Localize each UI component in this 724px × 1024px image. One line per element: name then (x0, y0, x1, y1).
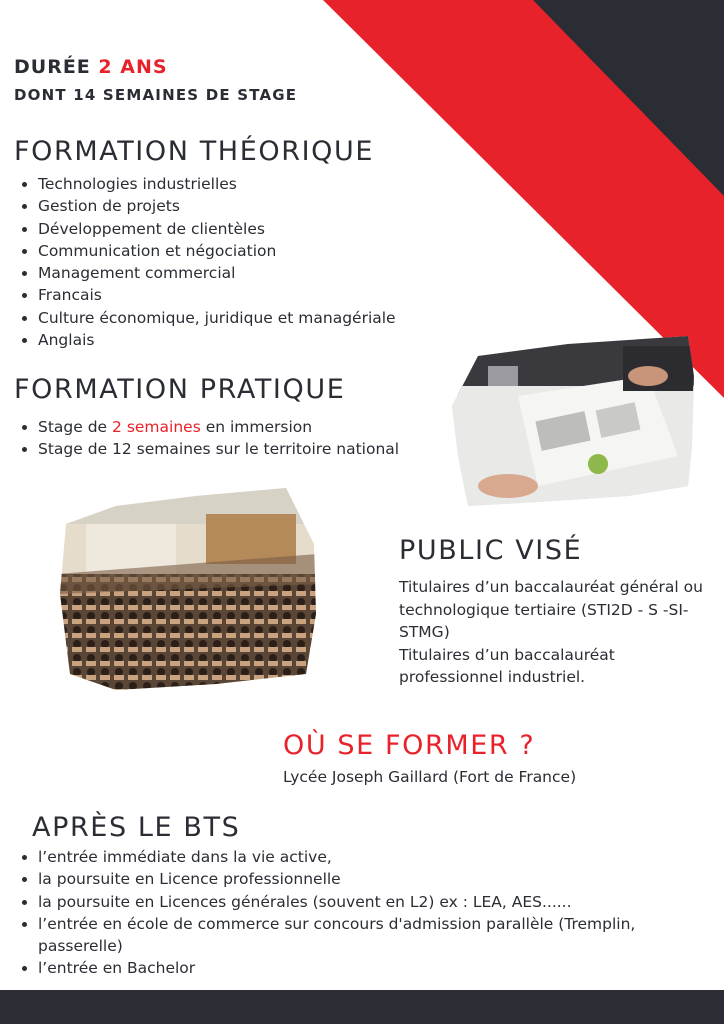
list-item: • l’entrée en Bachelor (38, 957, 724, 979)
list-item: • Anglais (38, 329, 396, 351)
internship-weeks: DONT 14 SEMAINES DE STAGE (14, 86, 298, 104)
list-item: • Francais (38, 284, 396, 306)
duration-value: 2 ANS (98, 56, 168, 78)
list-item: • Gestion de projets (38, 195, 396, 217)
list-item: • Communication et négociation (38, 240, 396, 262)
audience-paragraph: Titulaires d’un baccalauréat professionnel industriel. (399, 645, 615, 686)
stage-prefix: Stage de (38, 418, 108, 436)
audience-paragraph: Titulaires d’un baccalauréat général ou technologique tertiaire (STI2D - S -SI-STMG) (399, 578, 703, 641)
location-text: Lycée Joseph Gaillard (Fort de France) (283, 768, 577, 786)
audience-text (399, 576, 717, 689)
theory-title: FORMATION THÉORIQUE (14, 136, 375, 167)
list-item: • la poursuite en Licences générales (souvent en L2) ex : LEA, AES...... (38, 891, 724, 913)
list-item (38, 438, 399, 460)
list-item: • Développement de clientèles (38, 218, 396, 240)
list-item: • Technologies industrielles (38, 173, 396, 195)
after-bts-list (14, 846, 724, 980)
stage-highlight: 2 semaines (112, 418, 201, 436)
location-title: OÙ SE FORMER ? (283, 730, 536, 761)
stage2-text: de 12 semaines sur le territoire national (87, 440, 400, 459)
practice-title: FORMATION PRATIQUE (14, 374, 346, 405)
audience-title: PUBLIC VISÉ (399, 535, 583, 566)
list-item (38, 416, 399, 438)
list-item: • Culture économique, juridique et managériale (38, 307, 396, 329)
meeting-photo (448, 336, 696, 508)
stage2-prefix: Stage (38, 440, 83, 459)
duration-heading (14, 56, 168, 78)
list-item: • la poursuite en Licence professionnelle (38, 868, 724, 890)
list-item: • Management commercial (38, 262, 396, 284)
list-item: • l’entrée immédiate dans la vie active, (38, 846, 724, 868)
list-item: • l’entrée en école de commerce sur concours d'admission parallèle (Tremplin, passerelle) (38, 913, 678, 958)
after-bts-title: APRÈS LE BTS (32, 812, 241, 843)
stage-suffix: en immersion (205, 418, 313, 436)
practice-list (14, 416, 399, 461)
theory-list (14, 173, 396, 351)
footer-bar (0, 990, 724, 1024)
duration-prefix: DURÉE (14, 56, 91, 78)
lecture-hall-photo (56, 484, 318, 692)
